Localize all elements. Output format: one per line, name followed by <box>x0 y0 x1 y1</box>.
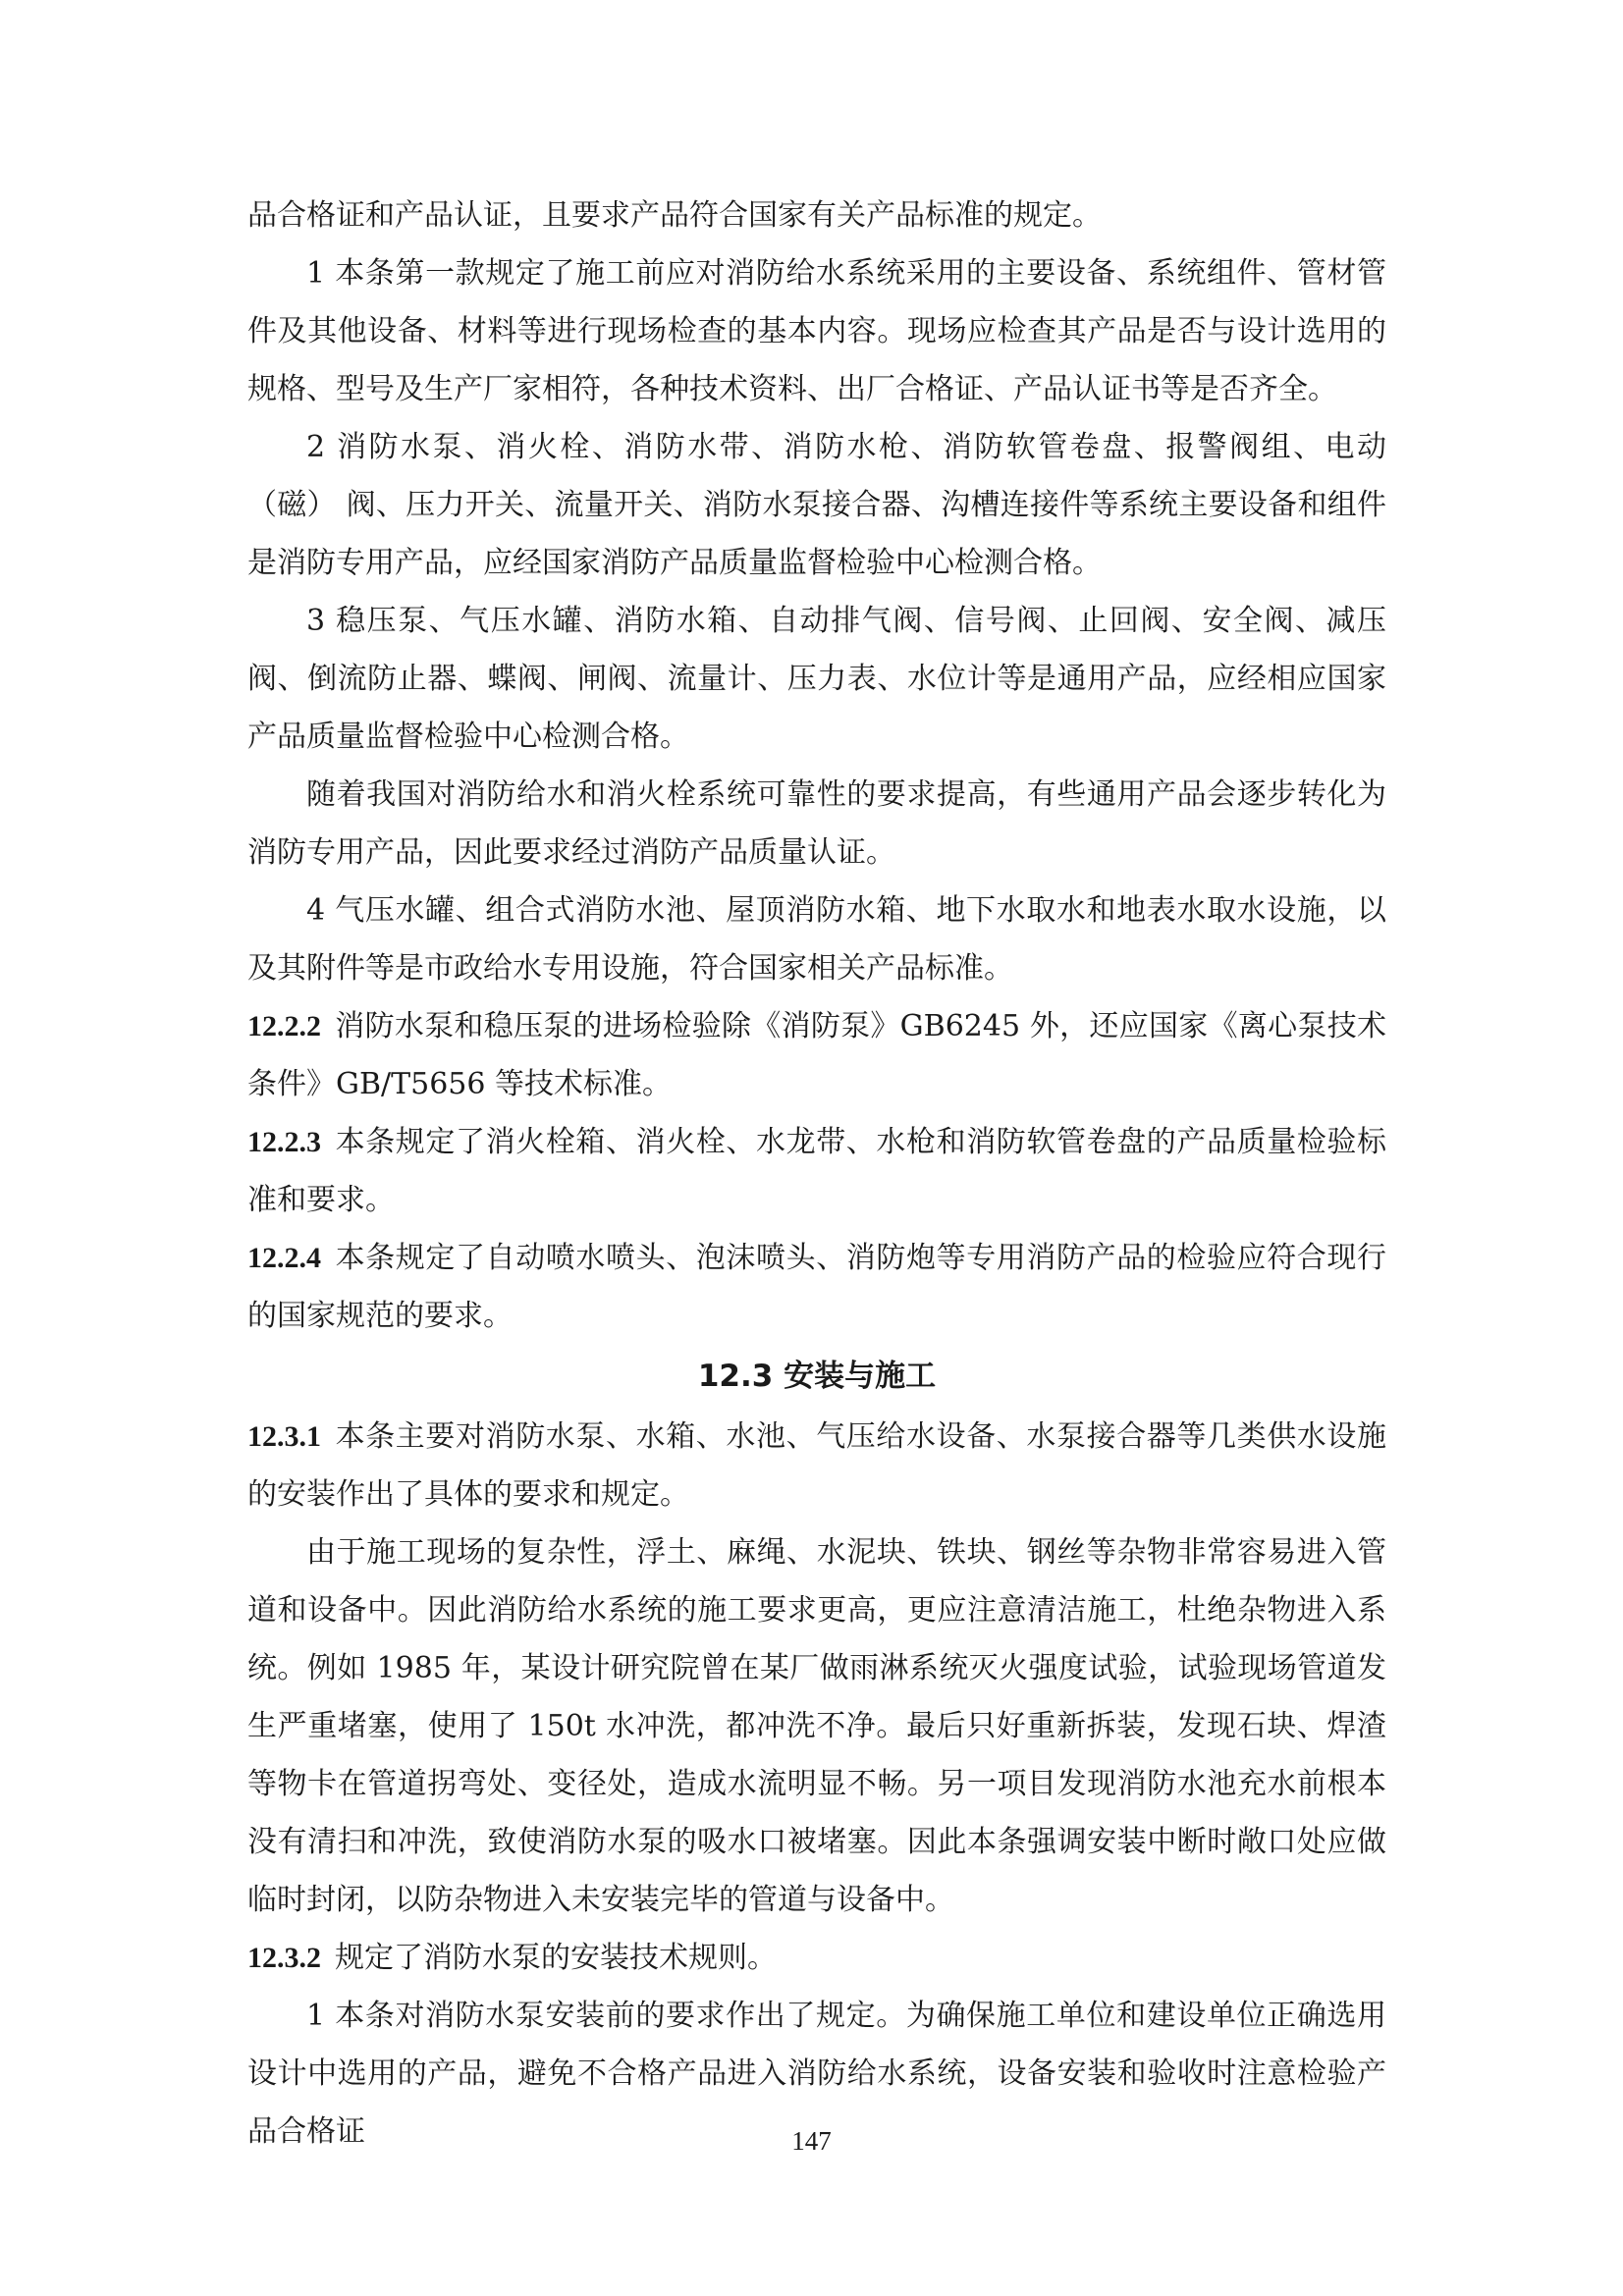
clause-12-2-3 <box>247 1113 1386 1229</box>
page-number: 147 <box>791 2126 832 2156</box>
clause-12-2-4 <box>247 1229 1386 1345</box>
paragraph-item-1: 1 本条第一款规定了施工前应对消防给水系统采用的主要设备、系统组件、管材管件及其他设备、材料等进行现场检查的基本内容。现场应检查其产品是否与设计选用的规格、型号及生产厂家相符，各种技术资料、出厂合格证、产品认证书等是否齐全。 <box>247 256 1386 406</box>
clause-text: 规定了消防水泵的安装技术规则。 <box>335 1941 777 1975</box>
paragraph-item-3: 3 稳压泵、气压水罐、消防水箱、自动排气阀、信号阀、止回阀、安全阀、减压阀、倒流防止器、蝶阀、闸阀、流量计、压力表、水位计等是通用产品，应经相应国家产品质量监督检验中心检测合格。 <box>247 604 1386 754</box>
clause-text: 本条规定了消火栓箱、消火栓、水龙带、水枪和消防软管卷盘的产品质量检验标准和要求。 <box>247 1125 1386 1217</box>
clause-text: 消防水泵和稳压泵的进场检验除《消防泵》GB6245 外，还应国家《离心泵技术条件》GB/T5656 等技术标准。 <box>247 1009 1386 1101</box>
paragraph-item-2: 2 消防水泵、消火栓、消防水带、消防水枪、消防软管卷盘、报警阀组、电动（磁） 阀、压力开关、流量开关、消防水泵接合器、沟槽连接件等系统主要设备和组件是消防专用产品，应经国家消防产品质量监督检验中心检测合格。 <box>247 430 1386 580</box>
clause-12-3-2 <box>247 1929 1386 1987</box>
clause-number: 12.2.2 <box>247 1010 321 1042</box>
clause-12-2-2 <box>247 997 1386 1113</box>
section-title: 12.3 安装与施工 <box>697 1359 937 1394</box>
clause-12-3-1 <box>247 1408 1386 1523</box>
body-text <box>247 187 1386 2161</box>
clause-text: 本条规定了自动喷水喷头、泡沫喷头、消防炮等专用消防产品的检验应符合现行的国家规范的要求。 <box>247 1241 1386 1333</box>
clause-number: 12.2.3 <box>247 1126 321 1158</box>
paragraph-certification: 随着我国对消防给水和消火栓系统可靠性的要求提高，有些通用产品会逐步转化为消防专用产品，因此要求经过消防产品质量认证。 <box>247 777 1386 870</box>
clause-number: 12.2.4 <box>247 1242 321 1274</box>
paragraph-item-4: 4 气压水罐、组合式消防水池、屋顶消防水箱、地下水取水和地表水取水设施，以及其附件等是市政给水专用设施，符合国家相关产品标准。 <box>247 893 1386 986</box>
clause-number: 12.3.2 <box>247 1942 321 1974</box>
paragraph-cleanliness: 由于施工现场的复杂性，浮土、麻绳、水泥块、铁块、钢丝等杂物非常容易进入管道和设备中。因此消防给水系统的施工要求更高，更应注意清洁施工，杜绝杂物进入系统。例如 1985 年，某设计研究院曾在某厂做雨淋系统灭火强度试验，试验现场管道发生严重堵塞，使用了 150t 水冲洗，都冲洗不净。最后只好重新拆装，发现石块、焊渣等物卡在管道拐弯处、变径处，造成水流明显不畅。另一项目发现消防水池充水前根本没有清扫和冲洗，致使消防水泵的吸水口被堵塞。因此本条强调安装中断时敞口处应做临时封闭，以防杂物进入未安装完毕的管道与设备中。 <box>247 1535 1386 1917</box>
clause-number: 12.3.1 <box>247 1420 321 1453</box>
clause-text: 本条主要对消防水泵、水箱、水池、气压给水设备、水泵接合器等几类供水设施的安装作出了具体的要求和规定。 <box>247 1419 1386 1512</box>
paragraph-pump-item-1: 1 本条对消防水泵安装前的要求作出了规定。为确保施工单位和建设单位正确选用设计中选用的产品，避免不合格产品进入消防给水系统，设备安装和验收时注意检验产品合格证 <box>247 1999 1386 2149</box>
paragraph-continuation: 品合格证和产品认证，且要求产品符合国家有关产品标准的规定。 <box>247 198 1102 233</box>
